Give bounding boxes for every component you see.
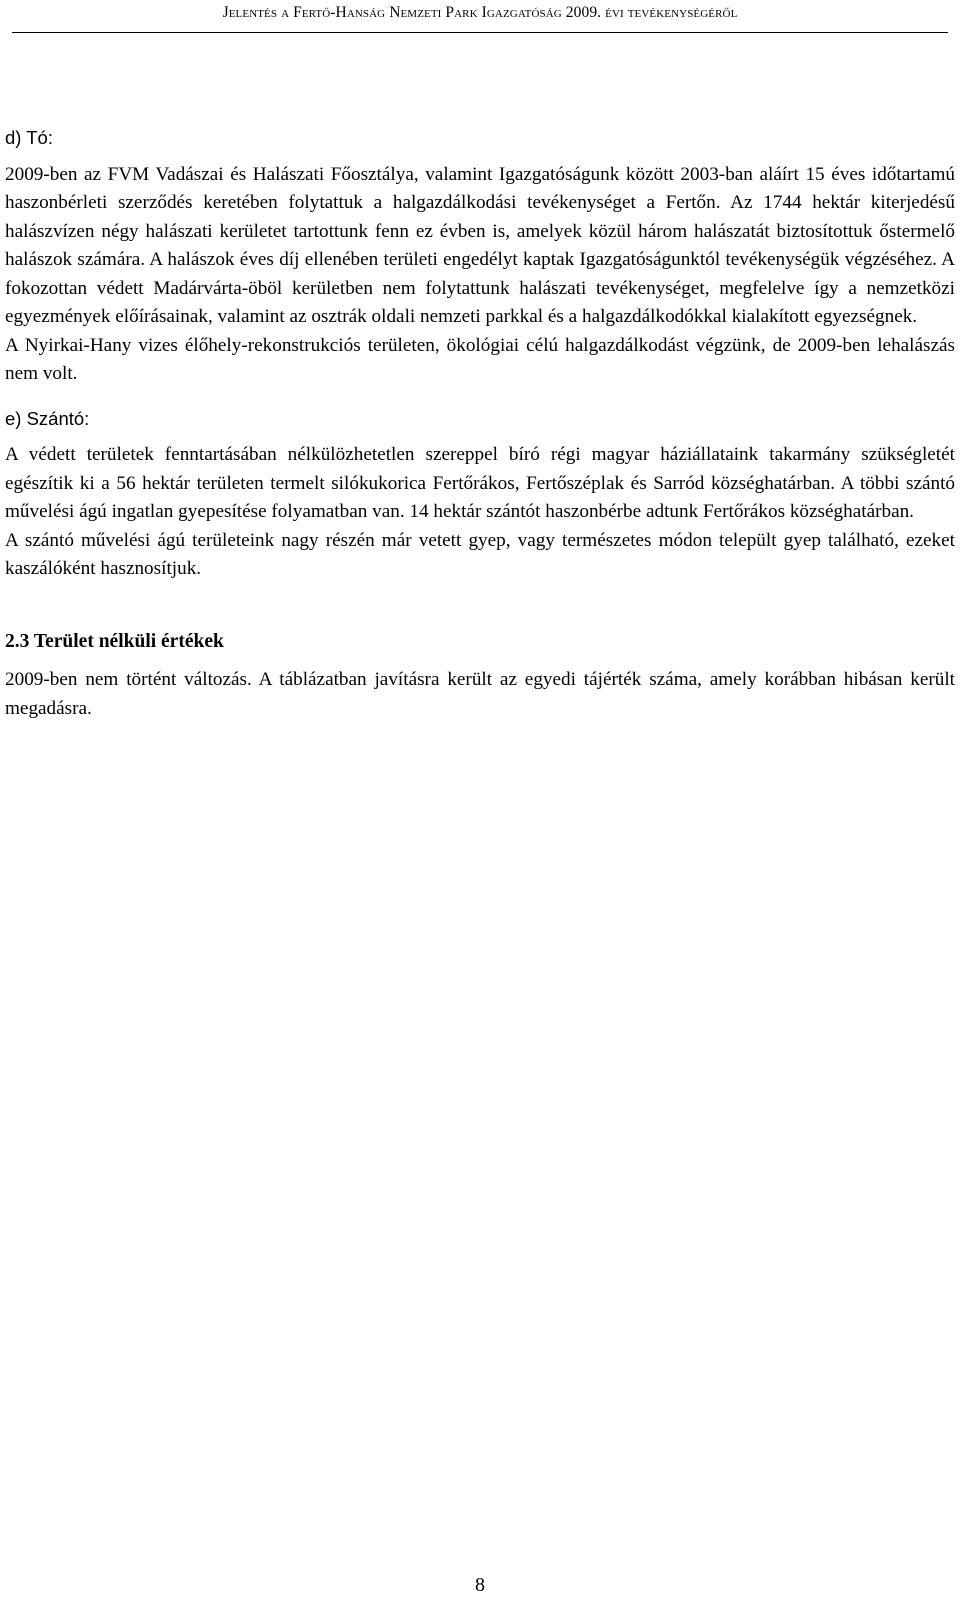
- running-header: Jelentés a Fertő-Hanság Nemzeti Park Igazgatóság 2009. évi tevékenységéről: [12, 4, 948, 33]
- section-title-terulet-nelkuli-ertekek: 2.3 Terület nélküli értékek: [5, 630, 224, 652]
- paragraph-silokukorica: A védett területek fenntartásában nélkülözhetetlen szereppel bíró régi magyar háziállataink takarmány szükségletét egészítik ki a 56 hektár területen termelt silókukorica Fertőrákos, Fertőszéplak és Sarród községhatárban. A többi szántó művelési ágú ingatlan gyepesítése folyamatban van. 14 hektár szántót haszonbérbe adtunk Fertőrákos községhatárban.: [5, 444, 955, 522]
- section-e: [5, 405, 955, 584]
- section-heading-to: d) Tó:: [5, 127, 53, 148]
- paragraph-tajertek: 2009-ben nem történt változás. A táblázatban javításra került az egyedi tájérték száma, amely korábban hibásan került megadásra.: [5, 669, 955, 719]
- paragraph-nyirkai-hany: A Nyirkai-Hany vizes élőhely-rekonstrukciós területen, ökológiai célú halgazdálkodást végzünk, de 2009-ben lehalászás nem volt.: [5, 334, 955, 384]
- spacer: [5, 389, 955, 405]
- section-2-3: [5, 628, 955, 724]
- paragraph-halgazdalkodas: 2009-ben az FVM Vadászai és Halászati Főosztálya, valamint Igazgatóságunk között 2003-ban aláírt 15 éves időtartamú haszonbérleti szerződés keretében folytattuk a halgazdálkodási tevékenységet a Fertőn. Az 1744 hektár kiterjedésű halászvízen négy halászati kerületet tartottunk fenn ez évben is, amelyek közül három halászatát biztosítottuk őstermelő halászok számára. A halászok éves díj ellenében területi engedélyt kaptak Igazgatóságunktól tevékenységük végzéséhez. A fokozottan védett Madárvárta-öböl kerületben nem folytattunk halászati tevékenységet, megfelelve így a nemzetközi egyezmények előírásainak, valamint az osztrák oldali nemzeti parkkal és a halgazdálkodókkal kialakított egyezségnek.: [5, 163, 955, 327]
- spacer: [5, 584, 955, 628]
- page-number: 8: [475, 1574, 485, 1596]
- section-heading-szanto: e) Szántó:: [5, 407, 90, 429]
- paragraph-gyep: A szántó művelési ágú területeink nagy részén már vetett gyep, vagy természetes módon települt gyep található, ezeket kaszálóként hasznosítjuk.: [5, 529, 955, 579]
- page-content: [5, 124, 955, 723]
- section-d: [5, 124, 955, 389]
